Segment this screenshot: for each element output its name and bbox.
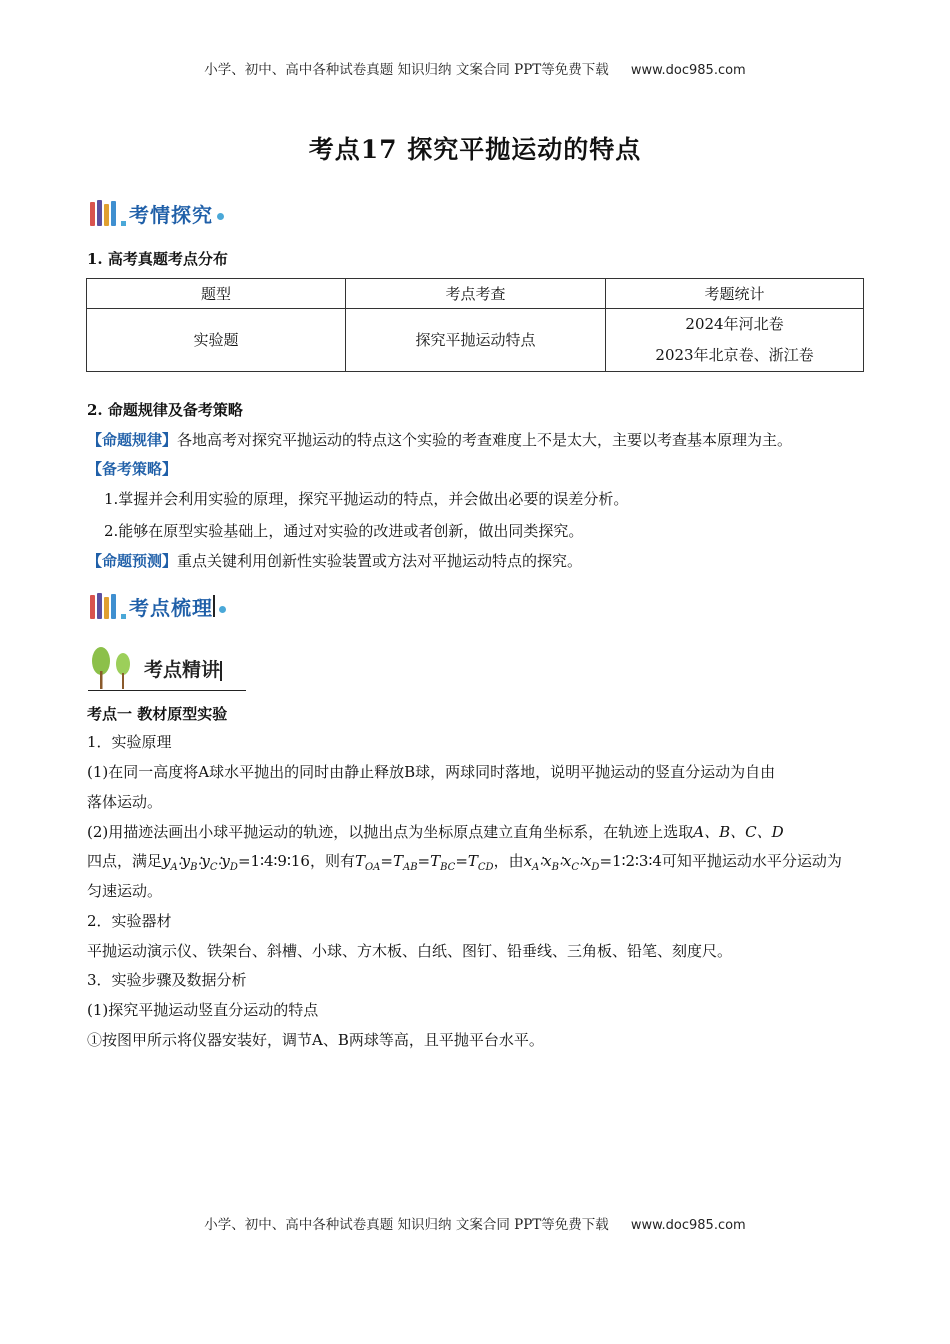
exam-distribution-table <box>86 278 864 372</box>
page-title: 考点17 探究平抛运动的特点 <box>308 135 642 164</box>
rule-paragraph <box>87 430 792 450</box>
stat-line: 2023年北京卷、浙江卷 <box>655 346 814 364</box>
paragraph: 匀速运动。 <box>87 882 163 900</box>
rule-text: 各地高考对探究平抛运动的特点这个实验的考查难度上不是太大，主要以考查基本原理为主。 <box>177 431 793 449</box>
banner-exam-analysis <box>90 196 224 230</box>
table-header-cell: 考点考查 <box>346 279 606 309</box>
footer-text: 小学、初中、高中各种试卷真题 知识归纳 文案合同 PPT等免费下载 <box>204 1217 609 1233</box>
table-header-row <box>87 279 864 309</box>
page-footer <box>0 1213 950 1233</box>
strategy-label: 【备考策略】 <box>87 460 178 478</box>
predict-text: 重点关键利用创新性实验装置或方法对平抛运动特点的探究。 <box>177 552 583 570</box>
paragraph: 四点，满足$y_A∶y_B∶y_C∶y_D=1∶4∶9∶16$，则有$T_{OA}=T_{AB}=T_{BC}=T_{CD}$，由$x_A∶x_B∶x_C∶x_D=1∶2∶3∶4$可知平抛运动水平分运动为 <box>87 852 842 873</box>
section-heading: 2. 命题规律及备考策略 <box>87 401 243 419</box>
footer-site[interactable]: www.doc985.com <box>630 1218 746 1233</box>
formula: $y_A∶y_B∶y_C∶y_D$ <box>162 852 238 873</box>
header-site[interactable]: www.doc985.com <box>630 63 746 78</box>
strategy-item: 1.掌握并会利用实验的原理，探究平抛运动的特点，并会做出必要的误差分析。 <box>104 490 629 508</box>
formula: $x_A∶x_B∶x_C∶x_D$ <box>523 852 600 873</box>
banner-title: 考点精讲 <box>144 659 221 681</box>
point-heading: 考点一 教材原型实验 <box>87 705 228 723</box>
table-cell-type: 实验题 <box>87 309 346 372</box>
paragraph: (1)在同一高度将A球水平抛出的同时由静止释放B球，两球同时落地，说明平抛运动的竖直分运动为自由 <box>87 763 776 781</box>
table-row <box>87 309 864 372</box>
stat-line: 2024年河北卷 <box>685 315 784 333</box>
paragraph: (1)探究平抛运动竖直分运动的特点 <box>87 1001 319 1019</box>
section-heading: 1. 高考真题考点分布 <box>87 250 228 268</box>
banner-title: 考情探究 <box>129 202 213 227</box>
predict-paragraph <box>87 551 582 571</box>
dot-icon <box>219 606 226 613</box>
books-icon <box>90 593 116 619</box>
table-header-cell: 题型 <box>87 279 346 309</box>
page-header <box>0 58 950 78</box>
table-cell-point: 探究平抛运动特点 <box>346 309 606 372</box>
table-header-cell: 考题统计 <box>606 279 864 309</box>
banner-point-lecture <box>88 645 246 691</box>
dot-icon <box>217 213 224 220</box>
paragraph: 落体运动。 <box>87 793 163 811</box>
strategy-item: 2.能够在原型实验基础上，通过对实验的改进或者创新，做出同类探究。 <box>104 522 584 540</box>
predict-label: 【命题预测】 <box>87 552 178 570</box>
subheading: 2．实验器材 <box>87 912 172 930</box>
point-vars: A、B、C、D <box>693 823 784 841</box>
tree-icon <box>88 645 138 691</box>
paragraph: ①按图甲所示将仪器安装好，调节A、B两球等高，且平抛平台水平。 <box>87 1031 544 1049</box>
subheading: 1．实验原理 <box>87 733 172 751</box>
paragraph: 平抛运动演示仪、铁架台、斜槽、小球、方木板、白纸、图钉、铅垂线、三角板、铅笔、刻度尺。 <box>87 942 733 960</box>
rule-label: 【命题规律】 <box>87 431 178 449</box>
subheading: 3．实验步骤及数据分析 <box>87 971 247 989</box>
table-cell-stat <box>606 309 864 372</box>
formula: $T_{OA}=T_{AB}=T_{BC}=T_{CD}$ <box>354 852 494 873</box>
header-text: 小学、初中、高中各种试卷真题 知识归纳 文案合同 PPT等免费下载 <box>204 62 609 78</box>
paragraph: (2)用描迹法画出小球平抛运动的轨迹，以抛出点为坐标原点建立直角坐标系，在轨迹上选取A、B、C、D <box>87 823 784 841</box>
banner-title: 考点梳理 <box>129 595 213 620</box>
banner-point-review <box>90 589 226 623</box>
books-icon <box>90 200 116 226</box>
